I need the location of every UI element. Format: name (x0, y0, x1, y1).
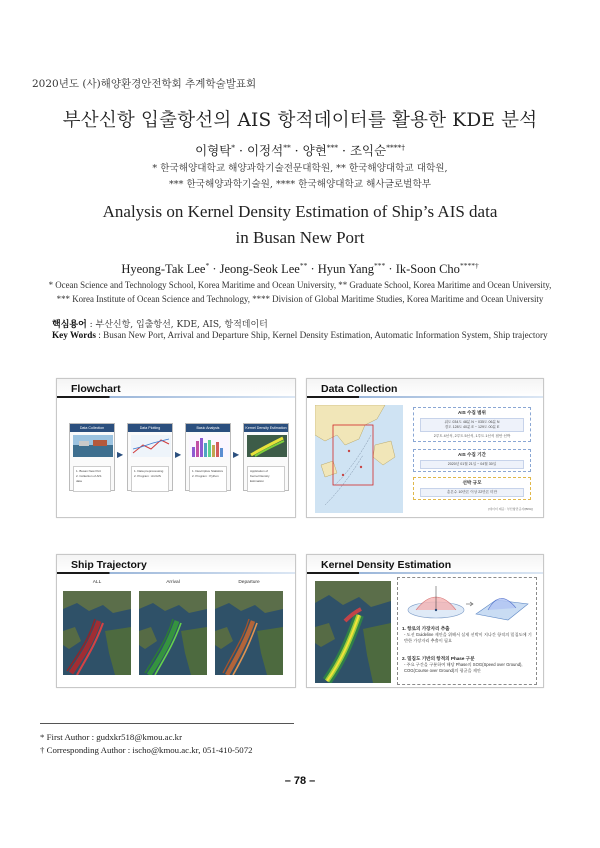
flowchart-panel-title: Flowchart (57, 379, 295, 397)
flow-step-head: Basic Analysis (186, 424, 230, 432)
footnote-text: First Author : gudxkr518@kmou.ac.kr (44, 732, 183, 742)
author-4: 조익순 (349, 143, 387, 158)
korean-keywords-text: : 부산신항, 입출항선, KDE, AIS, 항적데이터 (86, 320, 268, 330)
ais-range-lat: 위도 034도 48분 N ~ 035도 06분 N (444, 420, 500, 424)
kde-description (397, 577, 537, 685)
author-separator: · (290, 143, 303, 158)
ship-trajectory-panel (56, 554, 296, 688)
author-1-en-mark: * (205, 260, 210, 270)
flow-step-notes (189, 466, 227, 492)
kde-kernel-diagram (400, 580, 534, 624)
ship-size-card (413, 477, 531, 500)
kde-item-heading: 1. 항로의 가장자리 추출 (402, 626, 450, 631)
author-separator-en: · (209, 262, 220, 276)
ais-range-card (413, 407, 531, 442)
author-2: 이정석 (246, 143, 284, 158)
footnote-mark: * (40, 732, 45, 742)
english-authors (0, 262, 600, 277)
data-collection-info (407, 403, 537, 513)
flow-step-basic-analysis (185, 423, 231, 491)
page-number: – 78 – (284, 775, 316, 787)
korean-affiliation-line-1: * 한국해양대학교 해양과학기술전문대학원, ** 한국해양대학교 대학원, (152, 163, 448, 174)
author-1-en: Hyeong-Tak Lee (121, 262, 206, 276)
ais-range-lon: 경도 128도 40분 E ~ 129도 00분 E (444, 425, 500, 429)
korean-affiliation-line-2: *** 한국해양과학기술원, **** 한국해양대학교 해사글로벌학부 (169, 179, 431, 190)
data-collection-panel-title: Data Collection (307, 379, 543, 397)
ship-size-value: 총톤수 10만톤 이상 22만톤 미만 (420, 488, 524, 497)
author-3-en: Hyun Yang (317, 262, 375, 276)
korean-title: 부산신항 입출항선의 AIS 항적데이터를 활용한 KDE 분석 (62, 110, 538, 131)
trajectory-label-arrival: Arrival (166, 580, 180, 585)
author-3-en-mark: *** (374, 260, 386, 270)
histogram-image (189, 435, 229, 457)
trajectory-map-all (63, 591, 131, 675)
flow-note: Kernel Density Estimation (250, 474, 270, 483)
english-title-line-2: in Busan New Port (235, 228, 365, 247)
author-2-mark: ** (283, 142, 291, 152)
footnote-divider (40, 723, 294, 724)
flow-step-data-plotting (127, 423, 173, 491)
flow-step-head: Data Collection (70, 424, 114, 432)
korean-keywords-label: 핵심용어 (52, 320, 87, 330)
kde-item-text: - 주요 구간을 구분하여 해당 Phase의 SOG(Speed over Ground), COG(Course over Ground)의 평균을 제안 (404, 662, 523, 673)
english-title-line-1: Analysis on Kernel Density Estimation of Ship’s AIS data (102, 202, 498, 221)
korean-authors (0, 141, 600, 159)
english-keywords (52, 330, 548, 340)
author-4-mark: ****† (386, 142, 405, 152)
author-separator: · (235, 143, 247, 158)
ais-period-value: 2020년 01월 21일 ~ 04월 30일 (420, 460, 524, 469)
flow-step-data-collection (69, 423, 115, 491)
flow-note: 2. Collection of AIS data (76, 474, 102, 483)
ais-period-title: AIS 수집 기간 (458, 452, 486, 457)
english-affiliation-line-1: * Ocean Science and Technology School, Korea Maritime and Ocean University, ** Graduate School, Korea Maritime and Ocean University, (48, 280, 552, 290)
plotting-map-image (131, 435, 171, 457)
flow-step-head: Kernel Density Estimation (245, 426, 287, 430)
ais-range-values (420, 418, 524, 432)
flow-step-notes (73, 466, 111, 492)
author-separator-en: · (307, 262, 318, 276)
flow-note: Application of (250, 469, 269, 473)
flow-note: 2. Program : Python (192, 474, 219, 478)
flow-note: 1. Descriptive Statistics (192, 469, 224, 473)
korean-keywords (52, 317, 268, 330)
footnote-text: Corresponding Author : ischo@kmou.ac.kr, 051-410-5072 (44, 745, 253, 755)
trajectory-label-departure: Departure (238, 580, 260, 585)
english-keywords-text: : Busan New Port, Arrival and Departure Ship, Kernel Density Estimation, Automatic Information System, Ship trajectory (96, 330, 548, 340)
ship-size-title: 선박 규모 (462, 480, 482, 485)
author-3-mark: *** (326, 142, 339, 152)
flow-step-head: Data Plotting (128, 424, 172, 432)
author-1: 이형탁 (195, 143, 232, 158)
flow-note: 1. Data preprocessing (134, 469, 164, 473)
data-collection-panel (306, 378, 544, 518)
author-1-mark: * (231, 142, 236, 152)
footnote-mark: † (40, 745, 45, 755)
flow-step-notes (131, 466, 169, 492)
kde-density-map (315, 581, 391, 683)
english-affiliation-line-2: *** Korea Institute of Ocean Science and Technology, **** Division of Global Maritime Studies, Korea Maritime and Ocean University (56, 294, 544, 304)
nautical-chart-image (315, 405, 403, 513)
author-3: 양현 (302, 143, 327, 158)
flow-note: 1. Busan New Port (76, 469, 102, 473)
kde-item-edge-extraction (402, 626, 534, 644)
kde-panel (306, 554, 544, 688)
flow-step-notes (247, 466, 285, 492)
ais-range-note: 2루트 4선석, 2루트 5선석, 1루트 1선석 접안 선박 (433, 434, 511, 438)
author-4-en: Ik-Soon Cho (395, 262, 460, 276)
footnote-first-author (40, 732, 182, 742)
flowchart-panel (56, 378, 296, 518)
trajectory-map-arrival (139, 591, 207, 675)
data-source-note: [데이터 제공 : 부산항만공사(BPA)] (488, 507, 533, 511)
arrow-right-icon: ▶ (175, 450, 182, 459)
author-separator: · (338, 143, 350, 158)
trajectory-map-departure (215, 591, 283, 675)
english-keywords-label: Key Words (52, 330, 96, 340)
port-photo-image (73, 435, 113, 457)
trajectory-label-all: ALL (92, 580, 102, 585)
kde-item-text: - 도선 Guideline 제안을 위해서 실제 선박이 지나간 항적의 밀집도에 기반한 가장자리 추출이 필요 (404, 632, 532, 643)
flow-note: 2. Program : ArcGIS (134, 474, 161, 478)
ais-range-title: AIS 수집 범위 (458, 410, 486, 415)
arrow-right-icon: ▶ (233, 450, 240, 459)
kde-item-phase-division (402, 656, 534, 674)
conference-header: 2020년도 (사)해양환경안전학회 추계학술발표회 (32, 78, 257, 90)
kde-item-heading: 2. 밀집도 기반의 항적의 Phase 구분 (402, 656, 475, 661)
author-2-en: Jeong-Seok Lee (219, 262, 300, 276)
arrow-right-icon: ▶ (117, 450, 124, 459)
ais-period-card (413, 449, 531, 472)
author-separator-en: · (385, 262, 396, 276)
kde-panel-title: Kernel Density Estimation (307, 555, 543, 573)
footnote-corresponding-author (40, 745, 253, 755)
flow-step-kde (243, 423, 289, 491)
ship-trajectory-panel-title: Ship Trajectory (57, 555, 295, 573)
author-4-en-mark: ****† (459, 260, 479, 270)
kde-heatmap-image (247, 435, 287, 457)
author-2-en-mark: ** (299, 260, 308, 270)
